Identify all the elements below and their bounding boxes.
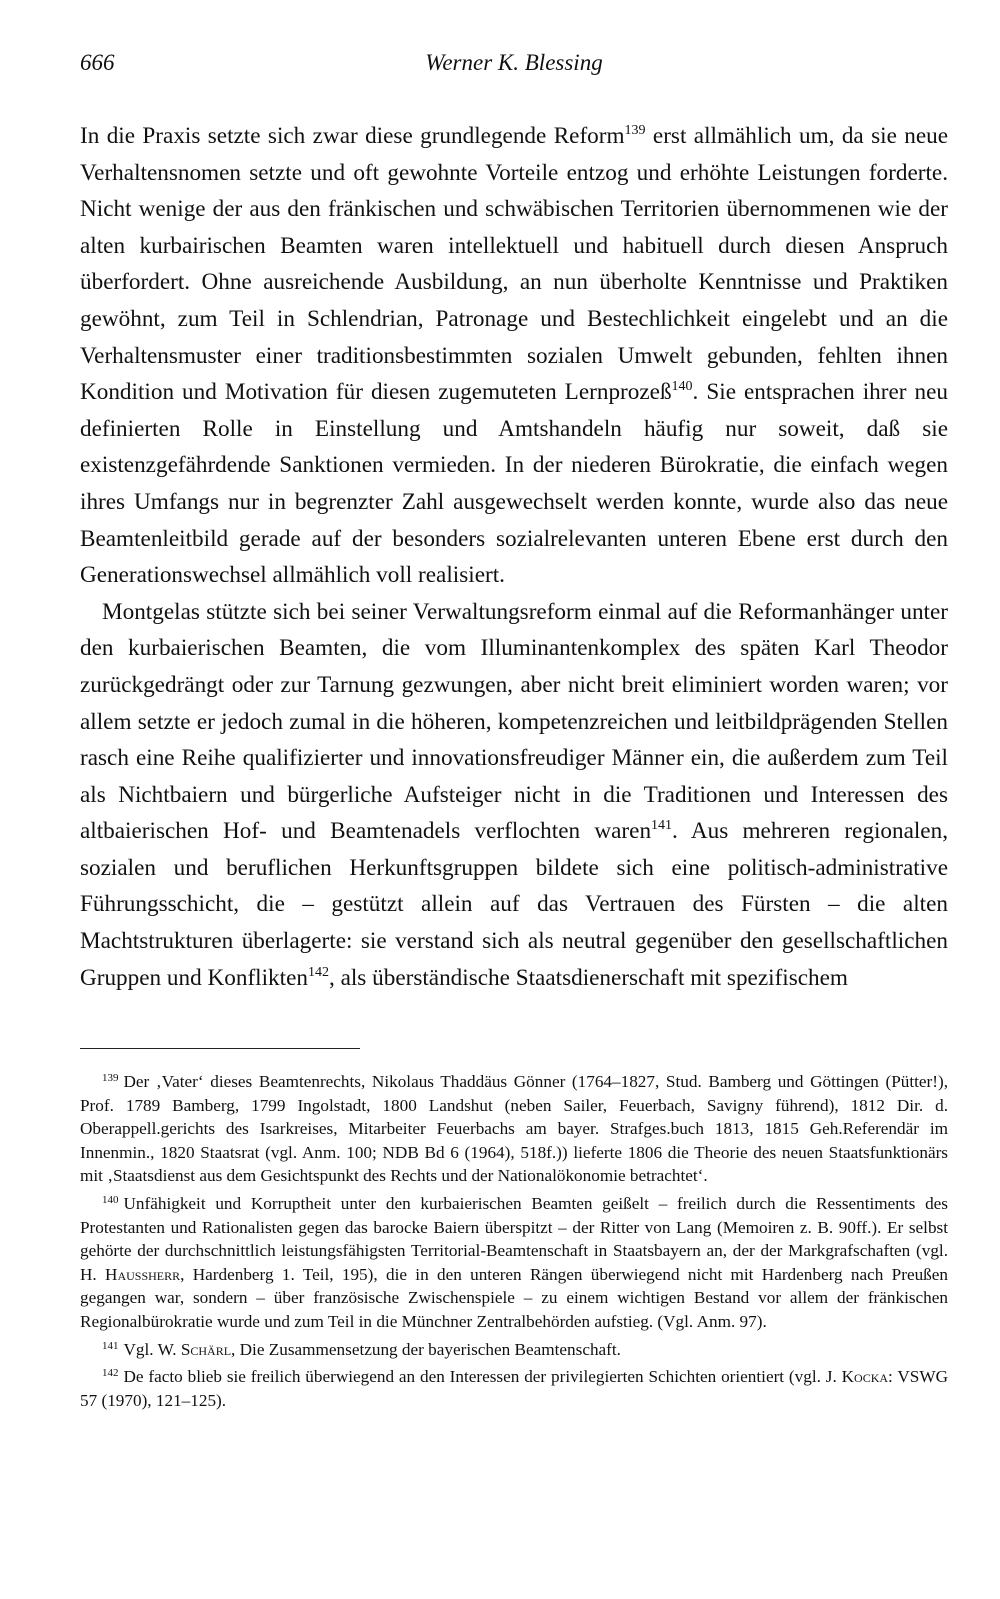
footnote-mark-139: 139 [102,1072,119,1084]
footnote-ref-141: 141 [651,818,673,834]
footnote-mark-140: 140 [102,1193,119,1206]
footnote-139-text: Der ‚Vater‘ dieses Beamtenrechts, Nikolaus Thaddäus Gönner (1764–1827, Stud. Bamberg und Göttingen (Pütter!), Prof. 1789 Bamberg, 1799 Ingolstadt, 1800 Landshut (neben Sailer, Feuerbach, Savigny führend), 1812 Dir. d. Oberappell.gerichts des Isarkreises, Mitarbeiter Feuerbachs am bayer. Strafges.buch 1813, 1815 Geh.Referendär im Innenmin., 1820 Staatsrat (vgl. Anm. 100; NDB Bd 6 (1964), 518f.)) lieferte 1806 die Theorie des neuen Staatsfunktionärs mit ‚Staatsdienst aus dem Gesichtspunkt des Rechts und der Nationalökonomie betrachtet‘. [80,1072,948,1186]
footnote-140 [80,1192,948,1334]
running-title-author: Werner K. Blessing [425,50,603,75]
footnote-ref-142: 142 [307,964,329,980]
paragraph-2-part-2: . Aus mehreren regionalen, sozialen und beruflichen Herkunftsgruppen bildete sich eine politisch-administrative Führungsschicht, die – gestützt allein auf das Vertrauen des Fürsten – die alten Machtstrukturen überlagerte: sie verstand sich als neutral gegenüber den gesellschaftlichen Gruppen und Konflikten [80,818,948,991]
paragraph-2 [80,594,948,997]
footnote-141 [80,1338,948,1362]
running-head [80,50,948,84]
footnote-140-text-1: Unfähigkeit und Korruptheit unter den kurbaierischen Beamten geißelt – freilich durch die Ressentiments des Protestanten und Rationalisten gegen das barocke Baiern überspitzt – der Ritter von Lang (Memoiren z. B. 90ff.). Er selbst gehörte der durchschnittlich leistungsfähigsten Territorial-Beamtenschaft in Staatsbayern an, der der Markgrafschaften (vgl. H. [80,1193,948,1284]
footnotes [80,1070,948,1416]
footnote-142-text-1: De facto blieb sie freilich überwiegend an den Interessen der privilegierten Schichten orientiert (vgl. J. [123,1367,842,1387]
footnote-mark-141: 141 [102,1339,119,1352]
footnote-142-text-2: : VSWG 57 (1970), 121–125). [80,1367,948,1410]
footnote-ref-139: 139 [624,123,646,138]
paragraph-1-part-3: . Sie entsprachen ihrer neu definierten Rolle in Einstellung und Amtshandeln häufig nur soweit, daß sie existenzgefährdende Sanktionen vermieden. In der niederen Bürokratie, die einfach wegen ihres Umfangs nur in begrenzter Zahl ausgewechselt werden konnte, wurde also das neue Beamtenleitbild gerade auf der besonders sozialrelevanten unteren Ebene erst durch den Generationswechsel allmählich voll realisiert. [80,379,949,589]
paragraph-2-part-1: Montgelas stützte sich bei seiner Verwaltungsreform einmal auf die Reformanhänger unter den kurbaierischen Beamten, die vom Illuminantenkomplex des späten Karl Theodor zurückgedrängt oder zur Tarnung gezwungen, aber nicht breit eliminiert worden waren; vor allem setzte er jedoch zumal in die höheren, kompetenzreichen und leitbildprägenden Stellen rasch eine Reihe qualifizierter und innovationsfreudiger Männer ein, die außerdem zum Teil als Nichtbaiern und bürgerliche Aufsteiger nicht in die Traditionen und Interessen des altbaierischen Hof- und Beamtenadels verflochten waren [80,598,948,845]
footnote-142-author: Kocka [841,1367,889,1387]
footnote-140-author: Haussherr [105,1264,181,1284]
footnote-139 [80,1070,948,1188]
footnote-142 [80,1365,948,1412]
paragraph-1 [80,118,948,594]
footnote-140-text-2: , Hardenberg 1. Teil, 195), die in den unteren Rängen überwiegend nicht mit Hardenberg nach Preußen gegangen war, sondern – über französische Zwischenspiele – zu einem wichtigen Bestand vor allem der fränkischen Regionalbürokratie wurde und zum Teil in die Münchner Zentralbehörden aufstieg. (Vgl. Anm. 97). [80,1264,948,1331]
footnote-141-author: Schärl [180,1339,232,1359]
main-text [80,118,948,996]
footnote-separator [80,1048,360,1049]
footnote-ref-140: 140 [671,379,693,395]
page-number: 666 [80,50,115,75]
paragraph-1-part-2: erst allmählich um, da sie neue Verhaltensnomen setzte und oft gewohnte Vorteile entzog und erhöhte Leistungen forderte. Nicht wenige der aus den fränkischen und schwäbischen Territorien übernommenen wie der alten kurbairischen Beamten waren intellektuell und habituell durch diesen Anspruch überfordert. Ohne ausreichende Ausbildung, an nun überholte Kenntnisse und Praktiken gewöhnt, zum Teil in Schlendrian, Patronage und Bestechlichkeit eingelebt und an die Verhaltensmuster einer traditionsbestimmten sozialen Umwelt gebunden, fehlten ihnen Kondition und Motivation für diesen zugemuteten Lernprozeß [80,123,949,406]
footnote-mark-142: 142 [102,1367,119,1380]
footnote-141-text-2: , Die Zusammensetzung der bayerischen Beamtenschaft. [231,1339,621,1359]
paragraph-1-part-1: In die Praxis setzte sich zwar diese grundlegende Reform [80,123,625,149]
paragraph-2-part-3: , als überständische Staatsdienerschaft mit spezifischem [328,964,848,991]
footnote-141-text-1: Vgl. W. [123,1339,181,1359]
